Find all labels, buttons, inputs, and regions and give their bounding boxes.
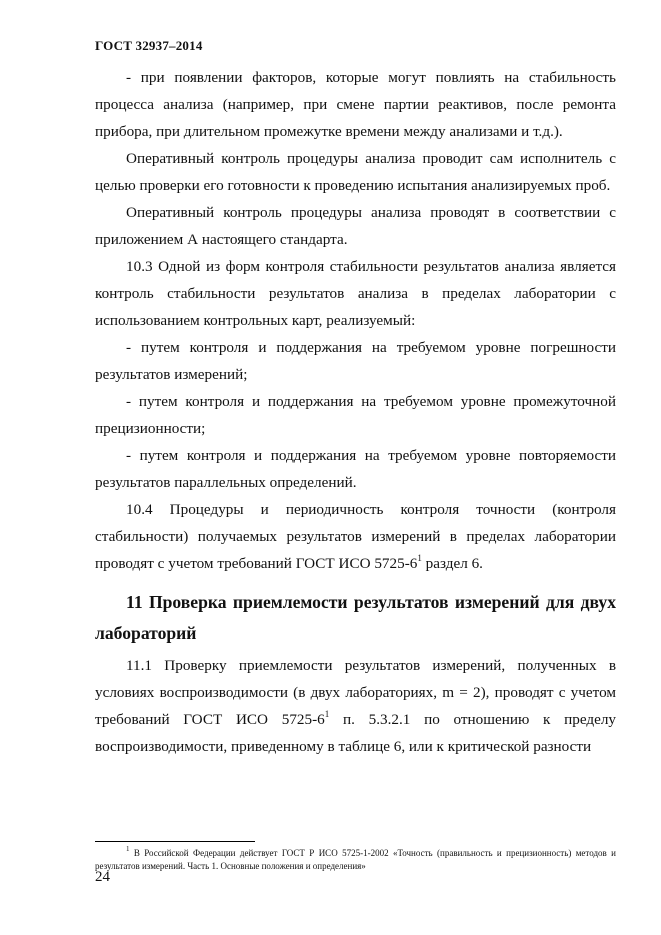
paragraph-10-4-tail: раздел 6. bbox=[421, 555, 483, 572]
footnote-reference[interactable]: 1 bbox=[417, 552, 422, 563]
paragraph-10-3: 10.3 Одной из форм контроля стабильности результатов анализа является контроль стабильности результатов анализа в пределах лаборатории с использованием контрольных карт, реализуемый: bbox=[95, 258, 616, 329]
footnote-separator bbox=[95, 841, 255, 842]
footnote-reference[interactable]: 1 bbox=[324, 708, 330, 719]
paragraph-11-1-text: 11.1 Проверку приемлемости результатов измерений, полученных в условиях воспроизводимости (в двух лабораториях, m = 2), проводят с учетом требований ГОСТ ИСО 5725-6 bbox=[95, 657, 616, 728]
paragraph-11-1-tail: п. 5.3.2.1 по отношению к пределу воспроизводимости, приведенному в таблице 6, или к критической разности bbox=[95, 711, 616, 755]
document-body bbox=[95, 64, 616, 760]
footnote-mark: 1 bbox=[126, 845, 130, 853]
paragraph-11-1 bbox=[95, 652, 616, 760]
page-number: 24 bbox=[95, 869, 110, 885]
paragraph-list-item-1: - при появлении факторов, которые могут повлиять на стабильность процесса анализа (например, при смене партии реактивов, после ремонта прибора, при длительном промежутке времени между анализами и т.д.). bbox=[95, 69, 616, 140]
section-11-heading: 11 Проверка приемлемости результатов измерений для двух лабораторий bbox=[95, 592, 616, 643]
paragraph-appendix-reference: Оперативный контроль процедуры анализа проводят в соответствии с приложением А настоящего стандарта. bbox=[95, 204, 616, 248]
document-header: ГОСТ 32937–2014 bbox=[95, 38, 203, 53]
paragraph-list-error-control: - путем контроля и поддержания на требуемом уровне погрешности результатов измерений; bbox=[95, 339, 616, 383]
paragraph-list-repeatability: - путем контроля и поддержания на требуемом уровне повторяемости результатов параллельных определений. bbox=[95, 447, 616, 491]
paragraph-10-4 bbox=[95, 496, 616, 577]
footnote-text: В Российской Федерации действует ГОСТ Р ИСО 5725-1-2002 «Точность (правильность и прецизионность) методов и результатов измерений. Часть 1. Основные положения и определения» bbox=[95, 848, 616, 871]
footnote bbox=[95, 847, 616, 873]
paragraph-10-4-text: 10.4 Процедуры и периодичность контроля точности (контроля стабильности) получаемых результатов измерений в пределах лаборатории проводят с учетом требований ГОСТ ИСО 5725-6 bbox=[95, 501, 616, 572]
paragraph-list-intermediate-precision: - путем контроля и поддержания на требуемом уровне промежуточной прецизионности; bbox=[95, 393, 616, 437]
paragraph-operational-control: Оперативный контроль процедуры анализа проводит сам исполнитель с целью проверки его готовности к проведению испытания анализируемых проб. bbox=[95, 150, 616, 194]
